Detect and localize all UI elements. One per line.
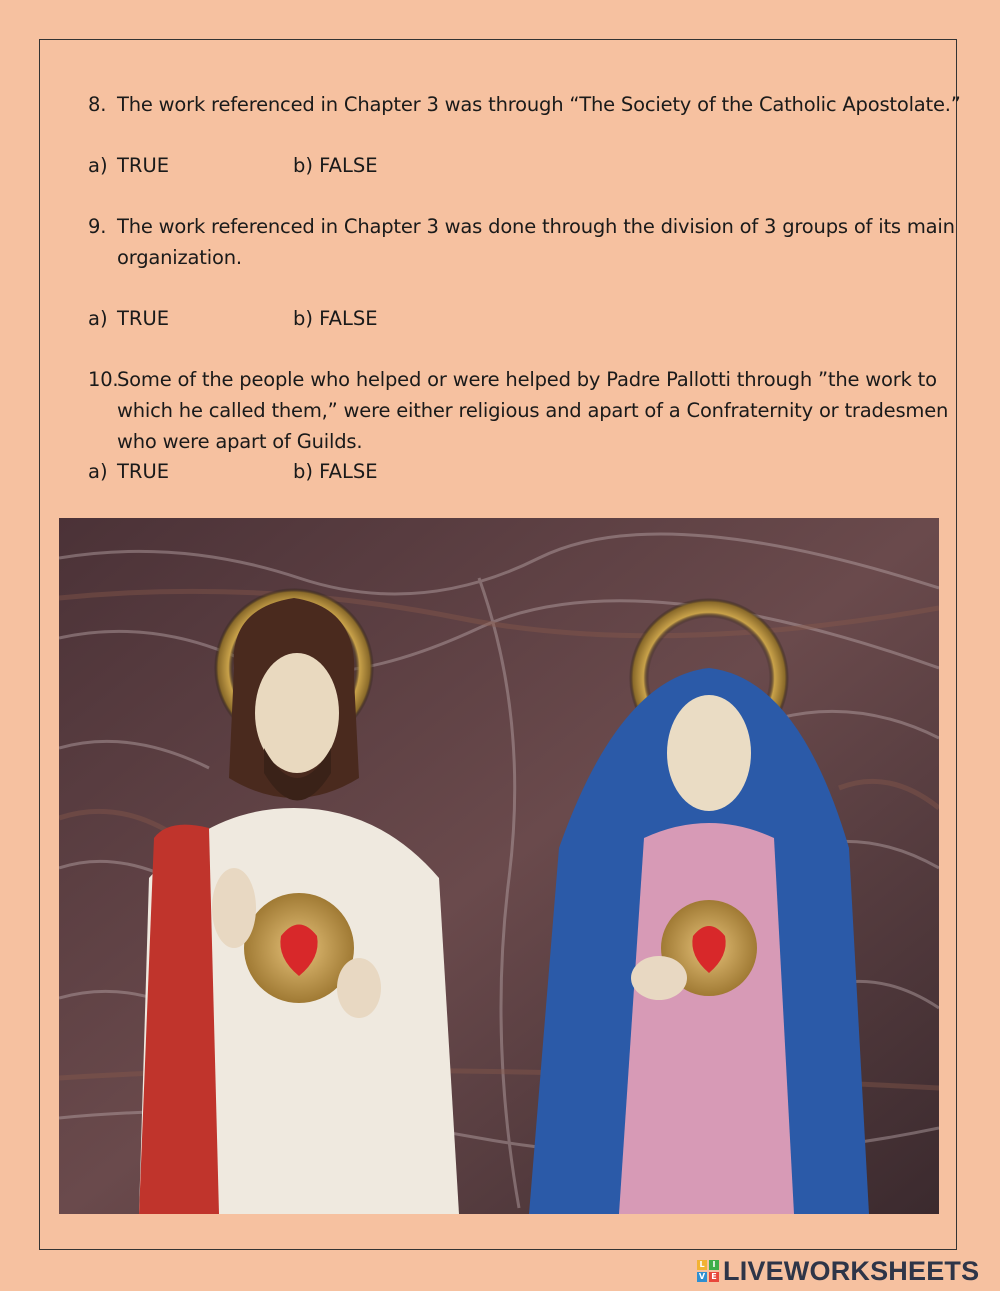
question-text-line-2: which he called them,” were either religious and apart of a Confraternity or tradesmen [117,399,949,422]
liveworksheets-logo[interactable] [697,1256,979,1286]
option-a-true[interactable]: TRUE [117,307,170,330]
option-b-false[interactable]: b) FALSE [293,154,378,177]
option-a-label: a) [88,307,108,330]
option-a-true[interactable]: TRUE [117,460,170,483]
question-text-line-2: organization. [117,246,242,269]
religious-plaques-photo [59,518,939,1214]
option-b-false[interactable]: b) FALSE [293,307,378,330]
question-10 [88,364,948,457]
question-text-line-3: who were apart of Guilds. [117,430,363,453]
option-a-true[interactable]: TRUE [117,154,170,177]
option-b-false[interactable]: b) FALSE [293,460,378,483]
logo-icon [697,1260,719,1282]
question-number: 9. [88,215,107,238]
question-number: 8. [88,93,107,116]
logo-letter-i: I [709,1260,719,1270]
question-text: The work referenced in Chapter 3 was through “The Society of the Catholic Apostolate.” [117,93,961,116]
logo-letter-v: V [698,1272,706,1281]
logo-letter-l: L [697,1260,707,1270]
question-text-line-1: The work referenced in Chapter 3 was done through the division of 3 groups of its main [117,215,955,238]
logo-text: LIVEWORKSHEETS [723,1255,980,1286]
question-number: 10. [88,368,119,391]
question-text-line-1: Some of the people who helped or were helped by Padre Pallotti through ”the work to [117,368,937,391]
option-a-label: a) [88,460,108,483]
question-9 [88,211,955,273]
option-a-label: a) [88,154,108,177]
logo-letter-e: E [709,1272,719,1282]
